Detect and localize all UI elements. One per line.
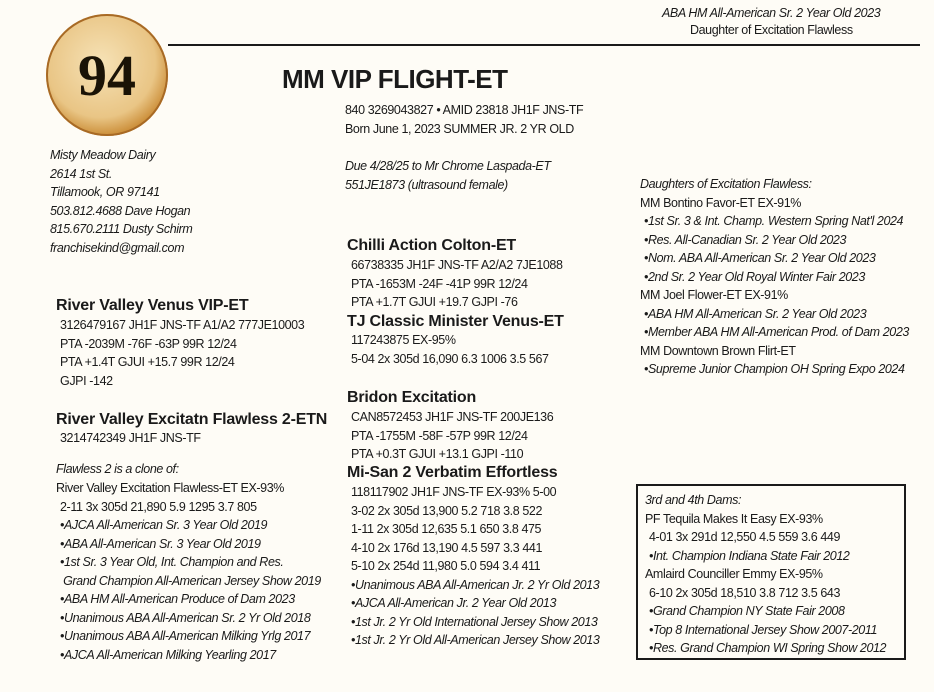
dams-dam-award: •AJCA All-American Jr. 2 Year Old 2013 <box>351 596 557 610</box>
daughters-heading: Daughters of Excitation Flawless: <box>640 177 812 191</box>
sire-line: PTA -2039M -76F -63P 99R 12/24 <box>60 336 237 351</box>
dams-box-award: •Top 8 International Jersey Show 2007-2011 <box>649 622 878 637</box>
contact-line: 2614 1st St. <box>50 166 112 181</box>
dams-dam-details <box>351 483 599 650</box>
clone-record: 2-11 3x 305d 21,890 5.9 1295 3.7 805 <box>60 499 257 514</box>
contact-line: franchisekind@gmail.com <box>50 240 185 255</box>
clone-note: Flawless 2 is a clone of: <box>56 462 179 476</box>
clone-award: •ABA HM All-American Produce of Dam 2023 <box>60 592 295 606</box>
dams-sire-name: Bridon Excitation <box>347 389 477 406</box>
daughter-name: MM Bontino Favor-ET EX-91% <box>640 195 801 210</box>
dams-sire-line: PTA -1755M -58F -57P 99R 12/24 <box>351 428 528 443</box>
top-note-1: ABA HM All-American Sr. 2 Year Old 2023 <box>662 6 881 20</box>
daughters-block <box>640 175 909 379</box>
sires-sire-details <box>351 256 563 312</box>
clone-name: River Valley Excitation Flawless-ET EX-93% <box>56 481 284 495</box>
dams-box-record: 4-01 3x 291d 12,550 4.5 559 3.6 449 <box>649 530 841 544</box>
dams-box-record: 6-10 2x 305d 18,510 3.8 712 3.5 643 <box>649 585 841 600</box>
dams-dam-line: 3-02 2x 305d 13,900 5.2 718 3.8 522 <box>351 503 543 518</box>
dam-line: 3214742349 JH1F JNS-TF <box>60 431 201 445</box>
clone-award: Grand Champion All-American Jersey Show 2019 <box>60 573 321 588</box>
dams-sire-line: PTA +0.3T GJUI +13.1 GJPI -110 <box>351 447 524 461</box>
daughter-award: •Supreme Junior Champion OH Spring Expo 2024 <box>644 362 905 376</box>
dams-box-heading: 3rd and 4th Dams: <box>645 493 742 507</box>
clone-block <box>56 479 321 664</box>
dam-name: River Valley Excitatn Flawless 2-ETN <box>56 411 328 428</box>
top-note-2: Daughter of Excitation Flawless <box>690 23 853 37</box>
page-title: MM VIP FLIGHT-ET <box>282 64 508 94</box>
dams-dam-line: 5-10 2x 254d 11,980 5.0 594 3.4 411 <box>351 559 541 573</box>
dams-dam-award: •1st Jr. 2 Yr Old All-American Jersey Show 2013 <box>351 633 600 647</box>
third-fourth-dams-box <box>636 484 906 660</box>
sires-dam-name: TJ Classic Minister Venus-ET <box>347 313 564 330</box>
daughter-name: MM Downtown Brown Flirt-ET <box>640 343 796 358</box>
clone-award: •Unanimous ABA All-American Sr. 2 Yr Old 2018 <box>60 610 311 625</box>
sire-details <box>60 316 304 390</box>
contact-line: Tillamook, OR 97141 <box>50 185 160 199</box>
id-line-1: 840 3269043827 • AMID 23818 JH1F JNS-TF <box>345 103 584 117</box>
sire-line: 3126479167 JH1F JNS-TF A1/A2 777JE10003 <box>60 318 305 332</box>
lot-number-badge <box>46 14 168 136</box>
dams-dam-line: 4-10 2x 176d 13,190 4.5 597 3.3 441 <box>351 540 543 555</box>
sire-line: GJPI -142 <box>60 373 113 388</box>
daughter-award: •Res. All-Canadian Sr. 2 Year Old 2023 <box>644 232 847 247</box>
contact-line: Misty Meadow Dairy <box>50 148 156 162</box>
sires-sire-line: 66738335 JH1F JNS-TF A2/A2 7JE1088 <box>351 258 563 272</box>
dams-box-award: •Grand Champion NY State Fair 2008 <box>649 604 845 618</box>
dams-box-award: •Int. Champion Indiana State Fair 2012 <box>649 548 850 563</box>
dams-dam-award: •Unanimous ABA All-American Jr. 2 Yr Old 2013 <box>351 577 600 592</box>
dams-dam-award: •1st Jr. 2 Yr Old International Jersey Show 2013 <box>351 614 598 629</box>
daughter-award: •Member ABA HM All-American Prod. of Dam 2023 <box>644 325 909 339</box>
clone-award: •1st Sr. 3 Year Old, Int. Champion and Res. <box>60 555 284 569</box>
id-line-2: Born June 1, 2023 SUMMER JR. 2 YR OLD <box>345 122 574 136</box>
contact-line: 815.670.2111 Dusty Schirm <box>50 222 193 236</box>
contact-block <box>50 146 192 257</box>
dams-sire-details <box>351 408 553 464</box>
clone-award: •AJCA All-American Sr. 3 Year Old 2019 <box>60 518 268 532</box>
header-rule <box>168 44 920 46</box>
clone-award: •Unanimous ABA All-American Milking Yrlg 2017 <box>60 629 311 643</box>
dams-sire-line: CAN8572453 JH1F JNS-TF 200JE136 <box>351 410 554 424</box>
dams-dam-name: Mi-San 2 Verbatim Effortless <box>347 464 558 481</box>
sires-dam-line: 117243875 EX-95% <box>351 333 456 347</box>
dams-dam-line: 1-11 2x 305d 12,635 5.1 650 3.8 475 <box>351 522 542 536</box>
dams-dam-line: 118117902 JH1F JNS-TF EX-93% 5-00 <box>351 485 557 499</box>
sire-name: River Valley Venus VIP-ET <box>56 297 249 314</box>
sire-line: PTA +1.4T GJUI +15.7 99R 12/24 <box>60 355 235 369</box>
daughter-award: •ABA HM All-American Sr. 2 Year Old 2023 <box>644 306 867 321</box>
daughter-award: •Nom. ABA All-American Sr. 2 Year Old 2023 <box>644 251 876 265</box>
daughter-name: MM Joel Flower-ET EX-91% <box>640 288 788 302</box>
clone-award: •ABA All-American Sr. 3 Year Old 2019 <box>60 536 261 551</box>
sires-sire-line: PTA -1653M -24F -41P 99R 12/24 <box>351 276 528 291</box>
due-line-2: 551JE1873 (ultrasound female) <box>345 178 508 192</box>
sires-sire-name: Chilli Action Colton-ET <box>347 237 517 254</box>
sires-dam-details <box>351 331 549 368</box>
contact-line: 503.812.4688 Dave Hogan <box>50 203 191 218</box>
daughter-award: •2nd Sr. 2 Year Old Royal Winter Fair 2023 <box>644 269 865 284</box>
daughter-award: •1st Sr. 3 & Int. Champ. Western Spring Nat'l 2024 <box>644 214 904 228</box>
dams-box-award: •Res. Grand Champion WI Spring Show 2012 <box>649 641 887 655</box>
sires-dam-line: 5-04 2x 305d 16,090 6.3 1006 3.5 567 <box>351 351 549 366</box>
dams-box-name: Amlaird Counciller Emmy EX-95% <box>645 567 823 581</box>
sires-sire-line: PTA +1.7T GJUI +19.7 GJPI -76 <box>351 295 518 309</box>
lot-number: 94 <box>78 42 136 108</box>
dams-box-name: PF Tequila Makes It Easy EX-93% <box>645 511 823 526</box>
due-line-1: Due 4/28/25 to Mr Chrome Laspada-ET <box>345 159 551 173</box>
clone-award: •AJCA All-American Milking Yearling 2017 <box>60 647 276 662</box>
